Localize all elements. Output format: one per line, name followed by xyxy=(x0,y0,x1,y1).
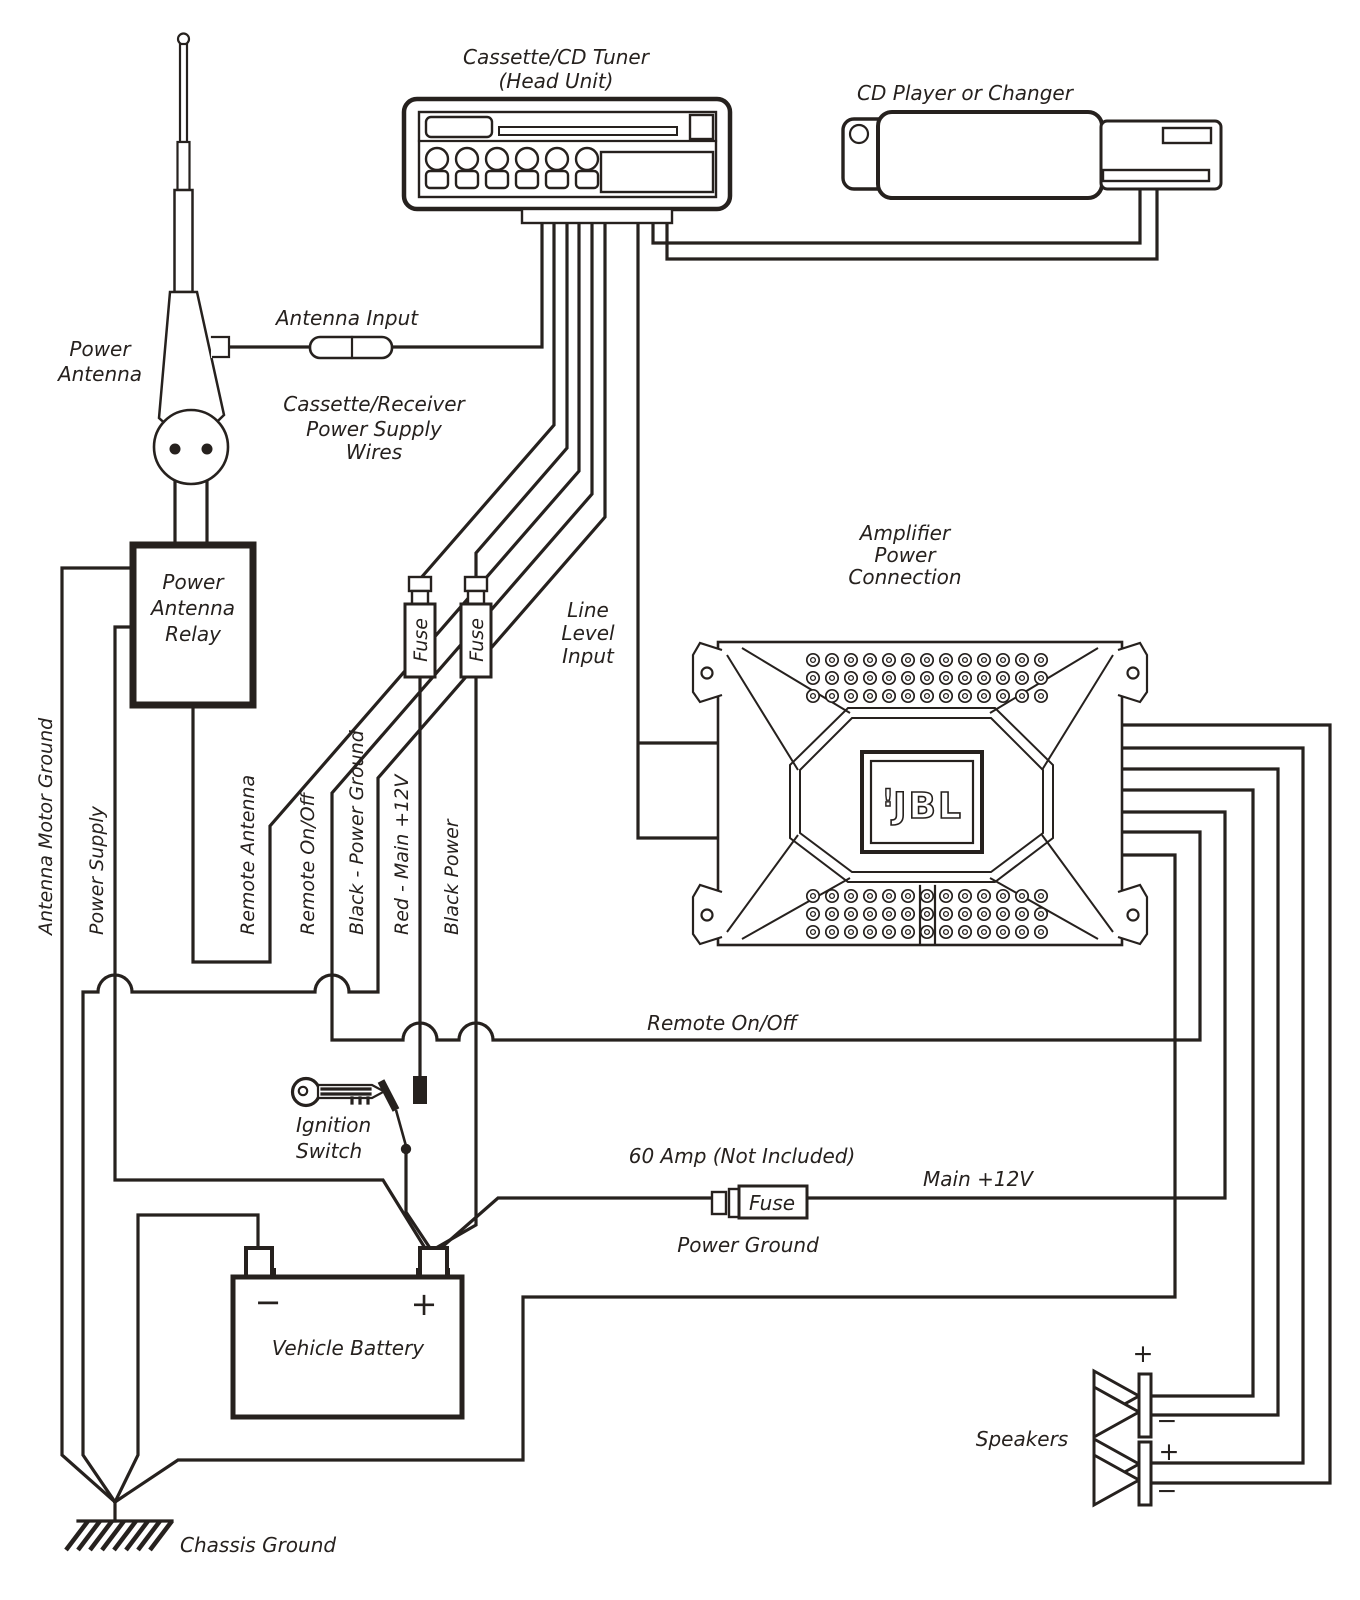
antenna-base xyxy=(154,410,228,484)
antenna-terminal-1 xyxy=(170,444,181,455)
power-antenna-label-1: Power xyxy=(69,337,131,361)
cd-player-slot xyxy=(1103,170,1209,181)
supply-wires-label-1: Cassette/Receiver xyxy=(283,392,465,416)
speaker1-minus-sign: − xyxy=(1156,1406,1178,1435)
fuse-right-label: Fuse xyxy=(466,618,488,662)
label-remote-on-off-h: Remote On/Off xyxy=(647,1011,797,1035)
head-unit-display-small xyxy=(426,117,492,137)
fuse-left-cap xyxy=(412,591,428,604)
label-remote-on-off-v: Remote On/Off xyxy=(297,792,319,935)
head-unit-connector xyxy=(522,209,672,223)
label-black-power: Black Power xyxy=(441,819,463,935)
speaker1-plus-sign: + xyxy=(1132,1339,1154,1368)
head-unit-preset-button xyxy=(546,171,568,188)
antenna-mast-1 xyxy=(180,44,187,142)
switch-pivot xyxy=(401,1144,411,1154)
label-power-ground: Power Ground xyxy=(677,1233,819,1257)
head-unit-preset-button xyxy=(456,171,478,188)
head-unit-knob xyxy=(546,148,568,170)
head-unit-display xyxy=(601,152,713,192)
label-antenna-motor-ground: Antenna Motor Ground xyxy=(35,717,57,935)
vehicle-battery xyxy=(233,1248,462,1417)
head-unit-knob xyxy=(456,148,478,170)
head-unit-knob xyxy=(576,148,598,170)
switch-lever xyxy=(381,1081,396,1110)
label-power-supply: Power Supply xyxy=(86,806,108,935)
relay-label-2: Antenna xyxy=(150,596,236,620)
amp-screw-bl xyxy=(702,910,713,921)
amp-screw-tl xyxy=(702,668,713,679)
supply-wires-label-3: Wires xyxy=(345,440,403,464)
relay-label-3: Relay xyxy=(165,622,221,646)
supply-wires-label-2: Power Supply xyxy=(306,417,442,441)
wire-black-power xyxy=(436,223,567,1248)
switch-arm xyxy=(396,1110,406,1146)
cd-player xyxy=(843,112,1221,198)
fuse-right-cap-top xyxy=(465,577,487,591)
ignition-label-2: Switch xyxy=(296,1139,363,1163)
chassis-ground xyxy=(66,1521,172,1550)
fuse-left-label: Fuse xyxy=(410,618,432,662)
speaker-2 xyxy=(1094,1439,1151,1505)
head-unit-knob xyxy=(486,148,508,170)
amp-title-3: Connection xyxy=(848,565,962,589)
power-antenna-relay xyxy=(133,545,253,705)
antenna-terminal-2 xyxy=(202,444,213,455)
battery-minus-sign: − xyxy=(254,1283,282,1321)
power-antenna xyxy=(154,34,229,485)
head-unit-eject-button xyxy=(690,115,713,139)
label-red-main-12v: Red - Main +12V xyxy=(391,774,413,935)
wire-speaker2-minus xyxy=(1112,725,1330,1483)
antenna-mast-3 xyxy=(175,190,193,292)
fuse-left-cap-top xyxy=(409,577,431,591)
speaker2-minus-sign: − xyxy=(1156,1476,1178,1505)
speaker1-driver-bar xyxy=(1139,1374,1151,1437)
power-antenna-label-2: Antenna xyxy=(57,362,143,386)
battery-pos-post xyxy=(420,1248,447,1277)
antenna-input-label: Antenna Input xyxy=(275,306,419,330)
label-black-power-ground: Black - Power Ground xyxy=(346,730,368,935)
head-unit-knob xyxy=(516,148,538,170)
cd-player-display xyxy=(1163,128,1211,143)
head-unit-preset-button xyxy=(576,171,598,188)
wire-antenna-motor-ground xyxy=(62,568,133,1502)
switch-terminal-block xyxy=(413,1076,427,1104)
head-unit-title-2: (Head Unit) xyxy=(498,69,614,93)
cd-player-knob xyxy=(850,125,868,143)
head-unit-knob xyxy=(426,148,448,170)
amplifier xyxy=(693,642,1147,945)
head-unit-cd-slot xyxy=(499,127,677,135)
inline-fuse-label: Fuse xyxy=(748,1191,796,1215)
fuse-red-main xyxy=(405,577,435,677)
head-unit-preset-button xyxy=(426,171,448,188)
antenna-tip xyxy=(178,34,189,45)
amp-title-2: Power xyxy=(874,543,936,567)
speaker-1 xyxy=(1094,1371,1151,1437)
speaker2-plus-sign: + xyxy=(1158,1437,1180,1466)
inline-fuse-cap xyxy=(712,1192,726,1214)
fuse-black-power xyxy=(461,577,491,677)
battery-neg-post xyxy=(246,1248,272,1277)
label-main-12v: Main +12V xyxy=(923,1167,1033,1191)
head-unit xyxy=(404,99,730,223)
antenna-input-connector xyxy=(310,337,392,358)
inline-fuse-60a xyxy=(712,1186,807,1218)
wire-speaker1-plus xyxy=(1112,790,1253,1396)
amp-title-1: Amplifier xyxy=(859,521,951,545)
wire-cd-2 xyxy=(667,190,1157,259)
head-unit-preset-button xyxy=(516,171,538,188)
relay-label-1: Power xyxy=(162,570,224,594)
speakers-label: Speakers xyxy=(975,1427,1069,1451)
ground-hatch xyxy=(66,1521,172,1550)
battery-plus-sign: + xyxy=(410,1285,438,1323)
battery-label: Vehicle Battery xyxy=(271,1336,425,1360)
chassis-ground-label: Chassis Ground xyxy=(180,1533,337,1557)
line-level-label-1: Line xyxy=(567,598,609,622)
ignition-label-1: Ignition xyxy=(296,1113,372,1137)
speaker2-driver-bar xyxy=(1139,1442,1151,1505)
key-icon xyxy=(293,1079,385,1106)
antenna-notch-gap xyxy=(211,336,229,358)
label-remote-antenna: Remote Antenna xyxy=(237,774,259,935)
line-level-label-3: Input xyxy=(562,644,614,668)
amp-screw-tr xyxy=(1128,668,1139,679)
fuse-right-cap xyxy=(468,591,484,604)
amp-logo-mark: ! xyxy=(882,784,894,812)
head-unit-title-1: Cassette/CD Tuner xyxy=(463,45,649,69)
antenna-mast-2 xyxy=(178,142,190,190)
cd-player-body xyxy=(878,112,1102,198)
head-unit-preset-button xyxy=(486,171,508,188)
amp-screw-br xyxy=(1128,910,1139,921)
line-level-label-2: Level xyxy=(561,621,615,645)
label-60amp: 60 Amp (Not Included) xyxy=(628,1144,856,1168)
cd-player-title: CD Player or Changer xyxy=(857,81,1073,105)
amp-logo: JBL xyxy=(893,786,963,827)
